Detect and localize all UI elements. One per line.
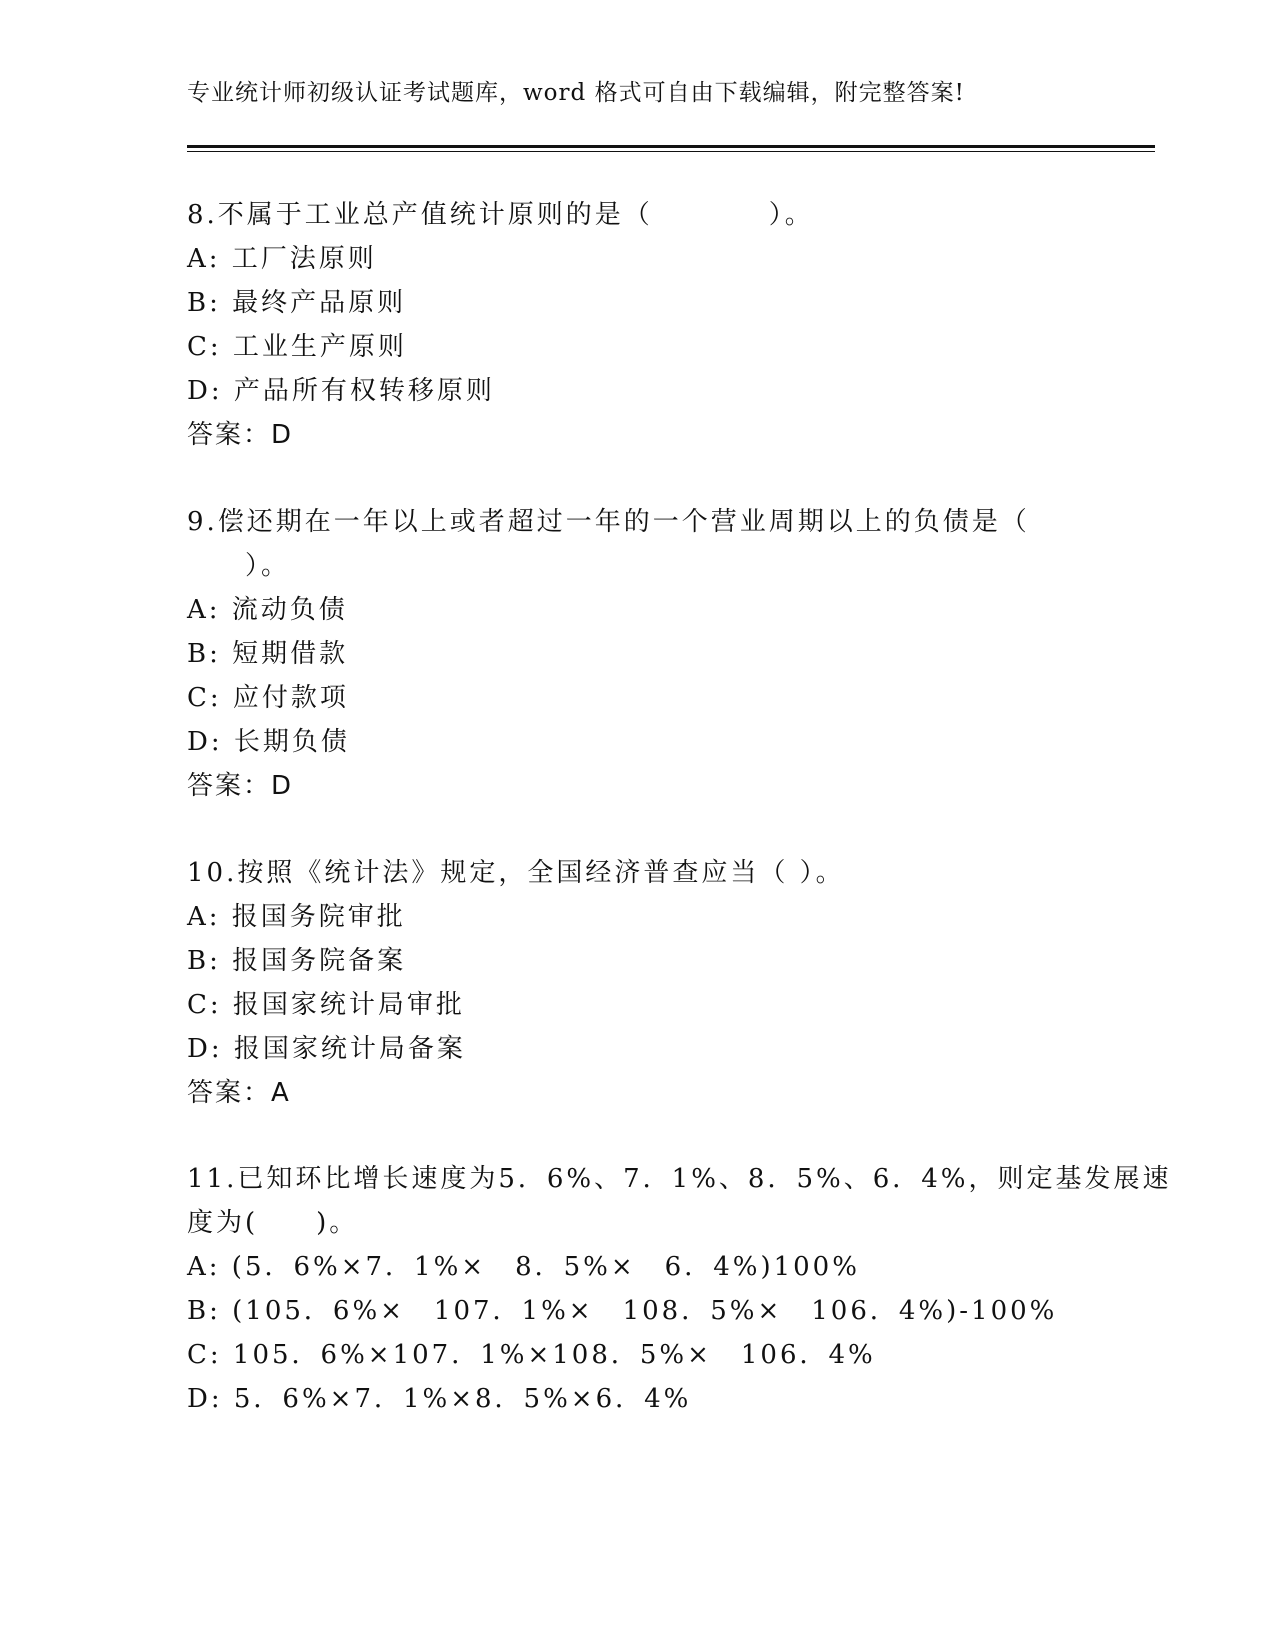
question-10-answer: 答案：A [187,1078,291,1108]
question-10-option-a: A: 报国务院审批 [187,902,406,932]
question-8-option-a: A: 工厂法原则 [187,244,377,274]
question-10-option-b: B: 报国务院备案 [187,946,407,976]
question-8-option-c: C: 工业生产原则 [187,332,407,362]
question-9-option-d: D: 长期负债 [187,727,350,757]
question-9-answer: 答案：D [187,771,294,801]
question-9-option-a: A: 流动负债 [187,595,348,625]
question-11-option-c: C: 105．6%×107．1%×108．5%× 106．4% [187,1340,876,1370]
header-rule-thick [187,145,1155,148]
question-8-option-b: B: 最终产品原则 [187,288,407,318]
question-11-stem-continued: 度为( )。 [187,1208,359,1238]
header-rule-thin [187,151,1155,152]
question-10-stem: 10.按照《统计法》规定，全国经济普查应当（ ）。 [187,858,845,888]
question-8-answer: 答案：D [187,420,294,450]
question-11-stem: 11.已知环比增长速度为5．6%、7．1%、8．5%、6．4%，则定基发展速 [187,1164,1172,1194]
question-11-option-d: D: 5．6%×7．1%×8．5%×6．4% [187,1384,692,1414]
page-header: 专业统计师初级认证考试题库，word 格式可自由下载编辑，附完整答案! [187,80,965,106]
question-11-option-a: A: (5．6%×7．1%× 8．5%× 6．4%)100% [187,1252,860,1282]
question-10-option-c: C: 报国家统计局审批 [187,990,465,1020]
question-8-stem: 8.不属于工业总产值统计原则的是（ ）。 [187,200,814,230]
question-8-option-d: D: 产品所有权转移原则 [187,376,495,406]
question-9-option-c: C: 应付款项 [187,683,349,713]
question-11-option-b: B: (105．6%× 107．1%× 108．5%× 106．4%)-100% [187,1296,1058,1326]
question-10-option-d: D: 报国家统计局备案 [187,1034,466,1064]
question-9-option-b: B: 短期借款 [187,639,349,669]
question-9-stem: 9.偿还期在一年以上或者超过一年的一个营业周期以上的负债是（ [187,507,1030,537]
question-9-stem-continued: ）。 [187,551,291,581]
